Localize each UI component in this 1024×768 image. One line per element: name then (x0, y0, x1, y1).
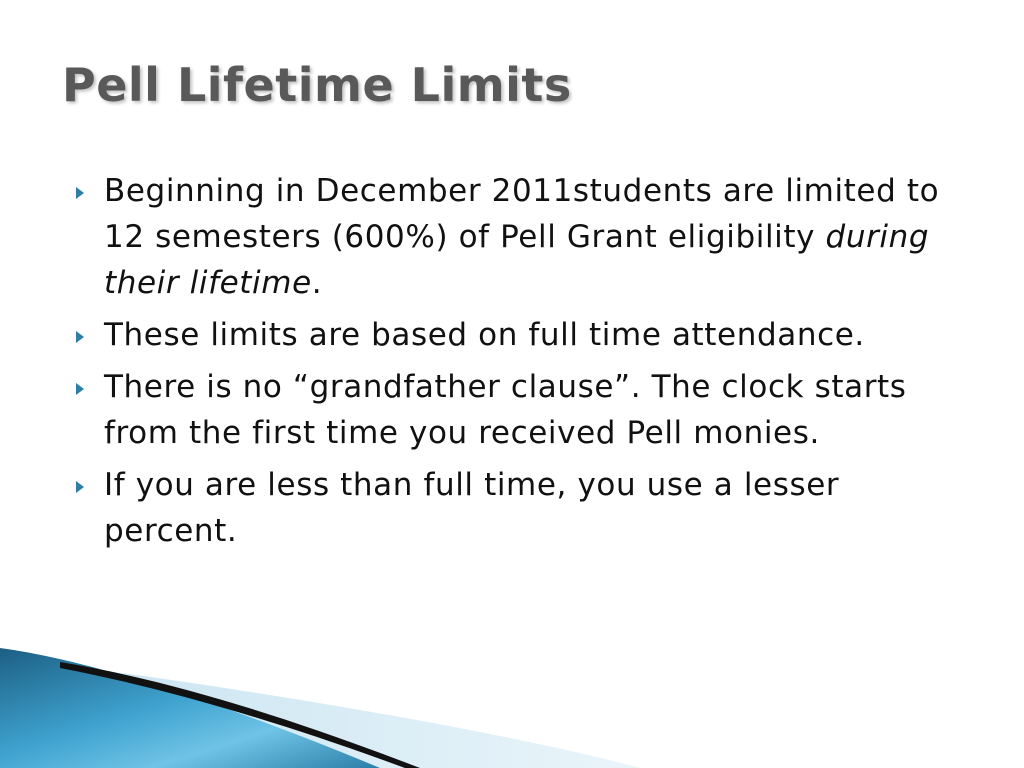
triangle-right-icon (76, 331, 84, 343)
bullet-item (74, 462, 974, 554)
triangle-right-icon (76, 481, 84, 493)
dark-line-shape (60, 662, 420, 768)
bullet-item (74, 312, 974, 358)
triangle-right-icon (76, 383, 84, 395)
triangle-right-icon (76, 187, 84, 199)
bullet-emphasis-text: during their lifetime (104, 219, 930, 301)
bullet-text-end: . (311, 265, 323, 301)
bullet-text: These limits are based on full time attendance. (104, 317, 865, 353)
slide-title: Pell Lifetime Limits (62, 58, 572, 112)
bullet-text: There is no “grandfather clause”. The clock starts from the first time you received Pell monies. (104, 369, 907, 451)
bullet-item (74, 364, 974, 456)
bullet-text: If you are less than full time, you use a lesser percent. (104, 467, 840, 549)
pale-sweep-shape (60, 665, 640, 768)
blue-wedge-shape (0, 648, 380, 768)
bullet-list (74, 168, 974, 560)
bullet-item (74, 168, 974, 306)
bullet-text: Beginning in December 2011students are limited to 12 semesters (600%) of Pell Grant eligibility (104, 173, 940, 255)
